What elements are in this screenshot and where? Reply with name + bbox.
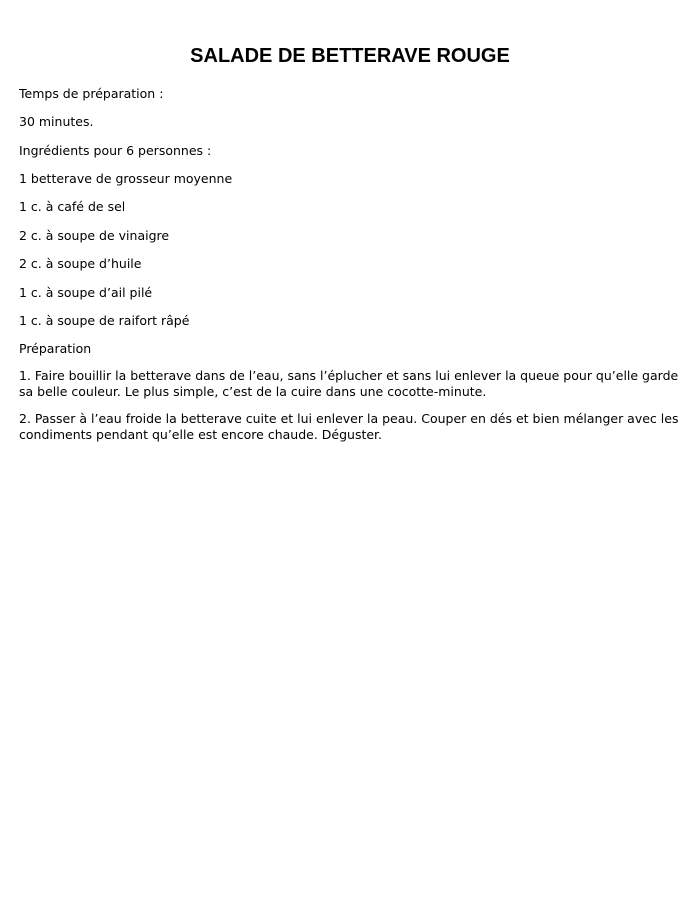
ingredient-item: 1 c. à café de sel xyxy=(19,199,126,214)
preparation-step: 2. Passer à l’eau froide la betterave cuite et lui enlever la peau. Couper en dés et bien mélanger avec les condiments pendant qu’elle est encore chaude. Déguster. xyxy=(19,411,679,442)
ingredient-item: 2 c. à soupe de vinaigre xyxy=(19,228,170,243)
prep-time-value: 30 minutes. xyxy=(19,114,94,129)
ingredients-heading: Ingrédients pour 6 personnes : xyxy=(19,143,212,158)
ingredient-item: 1 betterave de grosseur moyenne xyxy=(19,171,233,186)
preparation-step: 1. Faire bouillir la betterave dans de l’eau, sans l’éplucher et sans lui enlever la queue pour qu’elle garde sa belle couleur. Le plus simple, c’est de la cuire dans une cocotte-minute. xyxy=(19,368,679,399)
recipe-title: SALADE DE BETTERAVE ROUGE xyxy=(190,45,510,67)
ingredient-item: 1 c. à soupe d’ail pilé xyxy=(19,285,153,300)
prep-time-label: Temps de préparation : xyxy=(19,86,164,101)
ingredient-item: 2 c. à soupe d’huile xyxy=(19,256,142,271)
ingredient-item: 1 c. à soupe de raifort râpé xyxy=(19,313,190,328)
preparation-heading: Préparation xyxy=(19,341,92,356)
